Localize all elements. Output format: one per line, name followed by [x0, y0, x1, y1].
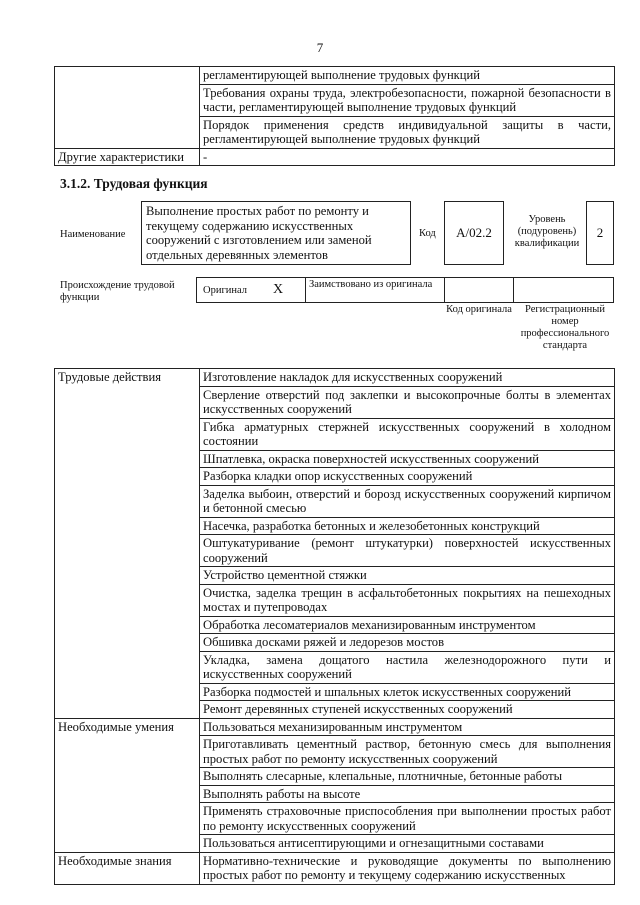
original-mark: X [273, 282, 284, 297]
requirement-cell: Требования охраны труда, электробезопасности, пожарной безопасности в части, регламентирующей выполнение трудовых функций [200, 84, 615, 116]
labor-action-item: Оштукатуривание (ремонт штукатурки) поверхностей искусственных сооружений [200, 535, 615, 567]
skill-item: Приготавливать цементный раствор, бетонную смесь для выполнения простых работ по ремонту искусственных сооружений [200, 736, 615, 768]
labor-action-item: Обшивка досками ряжей и ледорезов мостов [200, 634, 615, 652]
function-name-box [141, 201, 411, 265]
page-number: 7 [316, 40, 324, 55]
original-box [196, 277, 306, 303]
knowledge-item: Нормативно-технические и руководящие документы по выполнению простых работ по ремонту и текущему содержанию искусственных [200, 852, 615, 884]
original-code-box [444, 277, 514, 303]
skill-item: Пользоваться антисептирующими и огнезащитными составами [200, 835, 615, 853]
labor-action-item: Очистка, заделка трещин в асфальтобетонных покрытиях на пешеходных мостах и путепроводах [200, 584, 615, 616]
requirement-cell: регламентирующей выполнение трудовых функций [200, 67, 615, 85]
labor-action-item: Обработка лесоматериалов механизированным инструментом [200, 616, 615, 634]
labor-action-item: Изготовление накладок для искусственных сооружений [200, 369, 615, 387]
labor-action-item: Разборка кладки опор искусственных сооружений [200, 468, 615, 486]
labor-action-item: Разборка подмостей и шпальных клеток искусственных сооружений [200, 683, 615, 701]
labor-action-item: Заделка выбоин, отверстий и борозд искусственных сооружений кирпичом и бетонной смесью [200, 485, 615, 517]
skill-item: Выполнять работы на высоте [200, 785, 615, 803]
section-title: 3.1.2. Трудовая функция [60, 176, 208, 191]
level-value: 2 [596, 225, 604, 240]
labor-function-table [54, 368, 615, 885]
skill-item: Применять страховочные приспособления при выполнении простых работ по ремонту искусственных сооружений [200, 803, 615, 835]
table-row [55, 718, 615, 736]
other-characteristics-value: - [200, 148, 615, 166]
level-value-box [586, 201, 614, 265]
function-name-value: Выполнение простых работ по ремонту и текущему содержанию искусственных сооружений с изготовлением или заменой отдельных деревянных элементов [146, 204, 372, 262]
code-label: Код [419, 228, 436, 239]
skill-item: Выполнять слесарные, клепальные, плотничные, бетонные работы [200, 768, 615, 786]
labor-action-item: Гибка арматурных стержней искусственных сооружений в холодном состоянии [200, 418, 615, 450]
labor-action-item: Устройство цементной стяжки [200, 567, 615, 585]
origin-label: Происхождение трудовой функции [60, 280, 175, 303]
other-characteristics-label: Другие характеристики [55, 148, 200, 166]
labor-action-item: Укладка, замена дощатого настила железнодорожного пути и искусственных сооружений [200, 651, 615, 683]
skill-item: Пользоваться механизированным инструментом [200, 718, 615, 736]
registration-number-box [513, 277, 614, 303]
empty-label-cell [55, 67, 200, 149]
table-row [55, 369, 615, 387]
labor-action-item: Сверление отверстий под заклепки и высокопрочные болты в элементах искусственных сооружений [200, 386, 615, 418]
borrowed-label: Заимствовано из оригинала [309, 279, 433, 290]
original-code-caption: Код оригинала [446, 304, 512, 315]
labor-action-item: Шпатлевка, окраска поверхностей искусственных сооружений [200, 450, 615, 468]
original-label: Оригинал [203, 285, 247, 296]
table-row [55, 852, 615, 884]
requirement-cell: Порядок применения средств индивидуальной защиты в части, регламентирующей выполнение трудовых функций [200, 116, 615, 148]
labor-actions-label: Трудовые действия [55, 369, 200, 719]
labor-action-item: Ремонт деревянных ступеней искусственных сооружений [200, 701, 615, 719]
skills-label: Необходимые умения [55, 718, 200, 852]
function-code-value: А/02.2 [456, 225, 492, 240]
table-row [55, 67, 615, 85]
table-row [55, 148, 615, 166]
labor-action-item: Насечка, разработка бетонных и железобетонных конструкций [200, 517, 615, 535]
top-characteristics-table [54, 66, 615, 166]
level-label: Уровень (подуровень) квалификации [514, 214, 580, 249]
knowledge-label: Необходимые знания [55, 852, 200, 884]
name-label: Наименование [60, 229, 126, 240]
registration-number-caption: Регистрационный номер профессионального стандарта [520, 304, 610, 351]
function-code-box [444, 201, 504, 265]
borrowed-box [305, 277, 445, 303]
